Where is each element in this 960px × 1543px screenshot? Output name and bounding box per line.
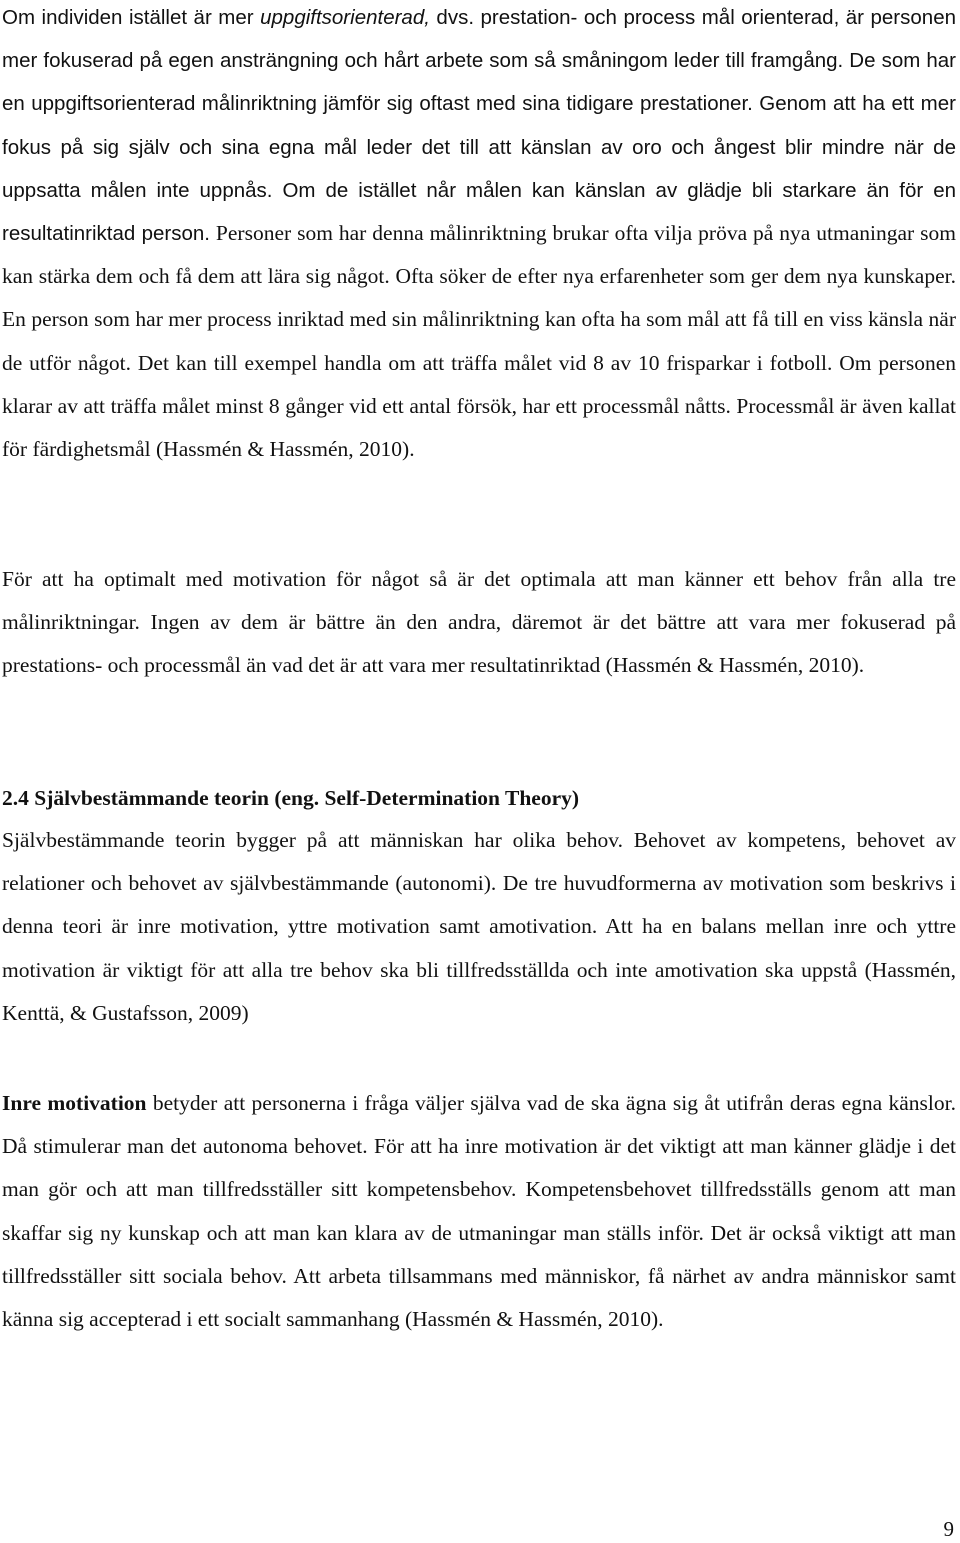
section-heading: 2.4 Självbestämmande teorin (eng. Self-Determination Theory): [2, 786, 580, 810]
paragraph-optimal-motivation: För att ha optimalt med motivation för något så är det optimala att man känner ett behov från alla tre målinriktningar. Ingen av dem är bättre än den andra, däremot är det bättre att vara mer fokuserad på prestations- och processmål än vad det är att vara mer resultatinriktad (Hassmén & Hassmén, 2010).: [2, 567, 956, 678]
text-segment: betyder att personerna i fråga väljer själva vad de ska ägna sig åt utifrån deras egna känslor. Då stimulerar man det autonoma behovet. För att ha inre motivation är det viktigt att man känner glädje i det man gör och att man tillfredsställer sitt kompetensbehov. Kompetensbehovet tillfredsställs genom att man skaffar sig ny kunskap och att man kan klara av de utmaningar man ställs inför. Det är också viktigt att man tillfredsställer sitt sociala behov. Att arbeta tillsammans med människor, få närhet av andra människor samt känna sig accepterad i ett socialt sammanhang (Hassmén & Hassmén, 2010).: [2, 1091, 956, 1332]
sentence-process-goals: Personer som har denna målinriktning brukar ofta vilja pröva på nya utmaningar som kan stärka dem och få dem att lära sig något. Ofta söker de efter nya erfarenheter som ger dem nya kunskaper. En person som har mer process inriktad med sin målinriktning kan ofta ha som mål att få till en viss känsla när de utför något. Det kan till exempel handla om att träffa målet vid 8 av 10 frisparkar i fotboll. Om personen klarar av att träffa målet minst 8 gånger vid ett antal försök, har ett processmål nåtts. Processmål är även kallat för färdighetsmål (Hassmén & Hassmén, 2010).: [2, 221, 956, 462]
paragraph-self-determination: Självbestämmande teorin bygger på att människan har olika behov. Behovet av kompetens, behovet av relationer och behovet av självbestämmande (autonomi). De tre huvudformerna av motivation som beskrivs i denna teori är inre motivation, yttre motivation samt amotivation. Att ha en balans mellan inre och yttre motivation är viktigt för att alla tre behov ska bli tillfredsställda och inte amotivation ska uppstå (Hassmén, Kenttä, & Gustafsson, 2009): [2, 828, 956, 1025]
paragraph-task-orientation: [2, 0, 956, 471]
term-intrinsic-motivation: Inre motivation: [2, 1091, 147, 1115]
page-number: 9: [943, 1517, 954, 1541]
emphasis-task-oriented: uppgiftsorienterad,: [260, 6, 430, 29]
paragraph-intrinsic-motivation: [2, 1082, 956, 1341]
text-segment: Om individen istället är mer: [2, 6, 261, 29]
text-segment: dvs. prestation- och process mål orienterad, är personen mer fokuserad på egen ansträngning och hårt arbete som så småningom leder till framgång. De som har en uppgiftsorienterad målinriktning jämför sig oftast med sina tidigare prestationer.: [2, 6, 956, 116]
sentence-focus-self: Genom att ha ett mer fokus på sig själv och sina egna mål leder det till att känslan av oro och ångest blir mindre när de uppsatta målen inte uppnås. Om de istället når målen kan känslan av glädje bli starkare än för en resultatinriktad person.: [2, 92, 956, 246]
